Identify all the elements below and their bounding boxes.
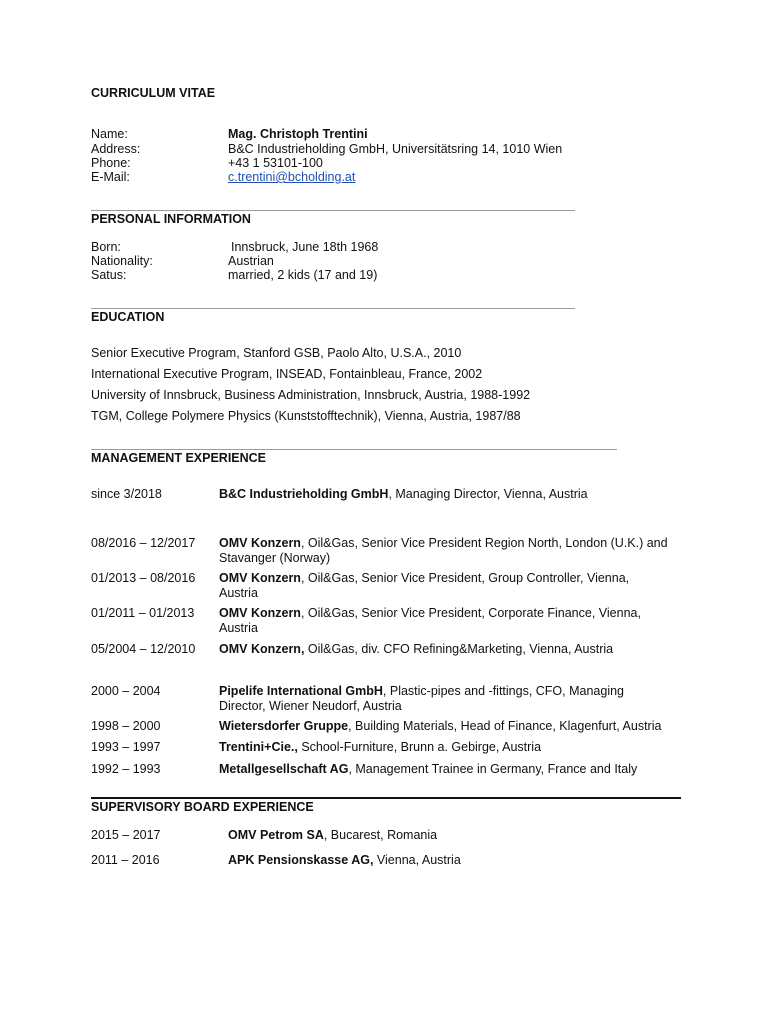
supervisory-heading: SUPERVISORY BOARD EXPERIENCE: [91, 800, 314, 814]
supervisory-period: 2015 – 2017: [91, 828, 161, 842]
management-detail: , Oil&Gas, Senior Vice President, Group Controller, Vienna, Austria: [219, 571, 630, 600]
management-org: OMV Konzern,: [219, 642, 305, 656]
management-period: 05/2004 – 12/2010: [91, 642, 196, 656]
supervisory-org: OMV Petrom SA: [228, 828, 324, 842]
management-detail: , Oil&Gas, Senior Vice President Region North, London (U.K.) and Stavanger (Norway): [219, 536, 668, 565]
personal-heading: PERSONAL INFORMATION: [91, 212, 251, 226]
management-detail: , Building Materials, Head of Finance, Klagenfurt, Austria: [348, 719, 662, 733]
supervisory-entry: [228, 828, 437, 842]
status-value: married, 2 kids (17 and 19): [228, 268, 378, 282]
management-org: Metallgesellschaft AG: [219, 762, 349, 776]
education-item: TGM, College Polymere Physics (Kunststofftechnik), Vienna, Austria, 1987/88: [91, 409, 521, 423]
nationality-value: Austrian: [228, 254, 274, 268]
management-detail: , Plastic-pipes and -fittings, CFO, Managing Director, Wiener Neudorf, Austria: [219, 684, 624, 713]
management-period: since 3/2018: [91, 487, 162, 501]
divider-education: [91, 308, 575, 309]
born-value: Innsbruck, June 18th 1968: [231, 240, 379, 254]
management-heading: MANAGEMENT EXPERIENCE: [91, 451, 267, 465]
supervisory-entry: [228, 853, 461, 867]
name-label: Name:: [91, 127, 128, 141]
nationality-label: Nationality:: [91, 254, 153, 268]
management-period: 01/2013 – 08/2016: [91, 571, 196, 585]
education-item: Senior Executive Program, Stanford GSB, Paolo Alto, U.S.A., 2010: [91, 346, 462, 360]
management-detail: , Oil&Gas, Senior Vice President, Corporate Finance, Vienna, Austria: [219, 606, 641, 635]
management-entry: [219, 762, 637, 776]
address-value: B&C Industrieholding GmbH, Universitätsring 14, 1010 Wien: [228, 142, 563, 156]
phone-label: Phone:: [91, 156, 131, 170]
management-entry: [219, 642, 689, 657]
supervisory-period: 2011 – 2016: [91, 853, 160, 867]
management-entry: [219, 606, 669, 636]
education-item: University of Innsbruck, Business Administration, Innsbruck, Austria, 1988-1992: [91, 388, 531, 402]
management-detail: Oil&Gas, div. CFO Refining&Marketing, Vienna, Austria: [304, 642, 614, 656]
management-period: 08/2016 – 12/2017: [91, 536, 196, 550]
management-entry: [219, 684, 649, 714]
divider-personal: [91, 210, 575, 211]
management-entry: [219, 740, 541, 754]
management-org: Trentini+Cie.,: [219, 740, 298, 754]
management-detail: School-Furniture, Brunn a. Gebirge, Austria: [297, 740, 542, 754]
management-org: B&C Industrieholding GmbH: [219, 487, 389, 501]
management-period: 1993 – 1997: [91, 740, 161, 754]
management-entry: [219, 719, 661, 733]
supervisory-detail: Vienna, Austria: [373, 853, 461, 867]
management-org: OMV Konzern: [219, 606, 301, 620]
management-period: 1998 – 2000: [91, 719, 161, 733]
address-label: Address:: [91, 142, 141, 156]
supervisory-detail: , Bucarest, Romania: [323, 828, 438, 842]
education-item: International Executive Program, INSEAD, Fontainbleau, France, 2002: [91, 367, 483, 381]
phone-value: +43 1 53101-100: [228, 156, 323, 170]
management-period: 1992 – 1993: [91, 762, 161, 776]
management-org: OMV Konzern: [219, 571, 301, 585]
education-heading: EDUCATION: [91, 310, 165, 324]
supervisory-org: APK Pensionskasse AG,: [228, 853, 374, 867]
email-label: E-Mail:: [91, 170, 130, 184]
management-detail: , Management Trainee in Germany, France and Italy: [348, 762, 638, 776]
divider-management: [91, 449, 617, 450]
management-period: 2000 – 2004: [91, 684, 161, 698]
management-org: OMV Konzern: [219, 536, 301, 550]
name-value: Mag. Christoph Trentini: [228, 127, 368, 141]
born-label: Born:: [91, 240, 121, 254]
divider-supervisory: [91, 797, 681, 799]
management-entry: [219, 536, 674, 566]
management-detail: , Managing Director, Vienna, Austria: [388, 487, 588, 501]
document-title: CURRICULUM VITAE: [91, 86, 216, 100]
management-entry: [219, 571, 659, 601]
management-period: 01/2011 – 01/2013: [91, 606, 195, 620]
management-org: Wietersdorfer Gruppe: [219, 719, 349, 733]
management-entry: [219, 487, 689, 502]
status-label: Satus:: [91, 268, 127, 282]
email-link[interactable]: c.trentini@bcholding.at: [228, 170, 356, 184]
management-org: Pipelife International GmbH: [219, 684, 383, 698]
